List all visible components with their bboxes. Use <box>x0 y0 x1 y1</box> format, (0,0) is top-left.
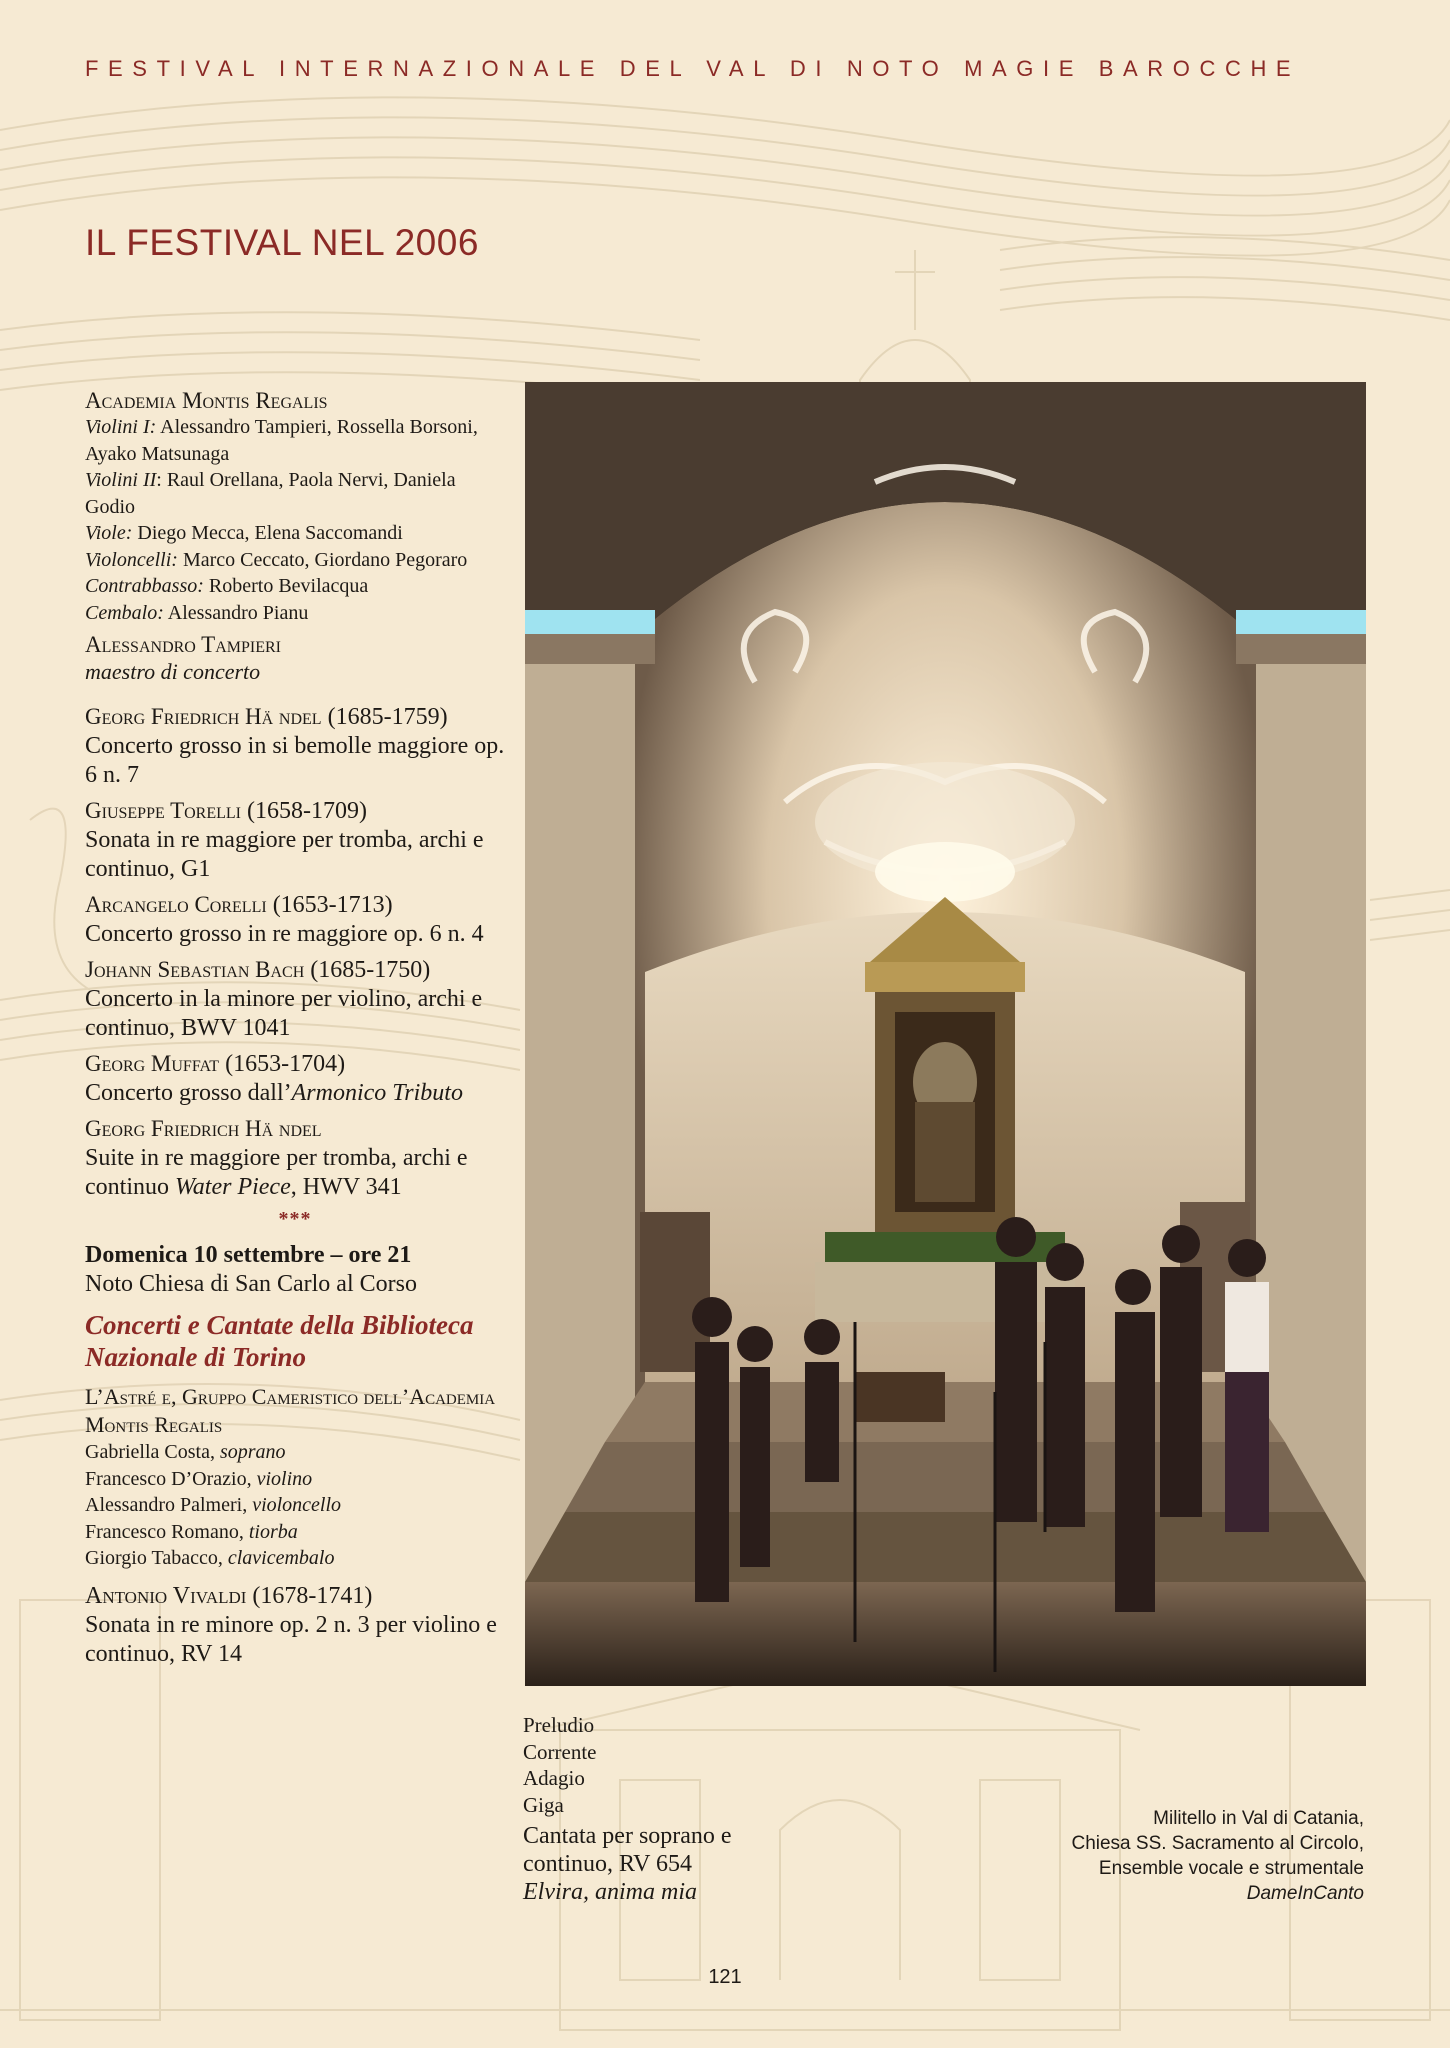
caption-line: Chiesa SS. Sacramento al Circolo, <box>1071 1833 1364 1854</box>
running-header: FESTIVAL INTERNAZIONALE DEL VAL DI NOTO MAGIE BAROCCHE <box>85 56 1301 81</box>
ensemble-name: Academia Montis Regalis <box>85 388 328 413</box>
performer: Giorgio Tabacco, clavicembalo <box>85 1547 335 1569</box>
movement: Adagio <box>523 1766 585 1790</box>
caption-line: Militello in Val di Catania, <box>1153 1808 1364 1829</box>
program-item: Arcangelo Corelli (1653-1713) Concerto grosso in re maggiore op. 6 n. 4 <box>85 892 484 947</box>
member-line: Viole: Diego Mecca, Elena Saccomandi <box>85 522 403 544</box>
program-item: Georg Friedrich Hä ndel Suite in re maggiore per tromba, archi e continuo Water Piece, HWV 341 <box>85 1116 468 1200</box>
event-date: Domenica 10 settembre – ore 21 <box>85 1242 412 1268</box>
conductor-name: Alessandro Tampieri <box>85 632 282 657</box>
member-line: Cembalo: Alessandro Pianu <box>85 601 309 624</box>
cantata-title: Cantata per soprano e continuo, RV 654 <box>523 1823 732 1877</box>
program-item: Johann Sebastian Bach (1685-1750) Concerto in la minore per violino, archi e continuo, BWV 1041 <box>85 957 483 1041</box>
caption-line: Ensemble vocale e strumentale <box>1098 1858 1364 1879</box>
member-line: Violoncelli: Marco Ceccato, Giordano Pegoraro <box>85 548 468 571</box>
performer: Gabriella Costa, soprano <box>85 1441 286 1463</box>
page-number: 121 <box>708 1966 742 1988</box>
left-column <box>85 388 505 1669</box>
performer-list <box>85 1439 505 1572</box>
event-title: Concerti e Cantate della Biblioteca Nazionale di Torino <box>85 1310 474 1372</box>
middle-column <box>523 1712 823 1906</box>
concert-photo <box>525 382 1366 1686</box>
member-line: Violini II: Raul Orellana, Paola Nervi, Daniela Godio <box>85 469 456 518</box>
program-item: Georg Friedrich Hä ndel (1685-1759) Concerto grosso in si bemolle maggiore op. 6 n. 7 <box>85 704 505 788</box>
movement: Giga <box>523 1792 564 1817</box>
event-place: Noto Chiesa di San Carlo al Corso <box>85 1271 417 1297</box>
church-interior-image <box>525 382 1366 1686</box>
performer: Francesco Romano, tiorba <box>85 1520 298 1543</box>
program-item: Georg Muffat (1653-1704) Concerto grosso dall’Armonico Tributo <box>85 1051 463 1106</box>
program-item-2: Antonio Vivaldi (1678-1741) Sonata in re minore op. 2 n. 3 per violino e continuo, RV 14 <box>85 1582 497 1667</box>
member-line: Violini I: Alessandro Tampieri, Rossella Borsoni, Ayako Matsunaga <box>85 416 478 465</box>
cantata-subtitle: Elvira, anima mia <box>523 1879 697 1905</box>
performer: Francesco D’Orazio, violino <box>85 1467 313 1490</box>
movement: Corrente <box>523 1739 597 1764</box>
photo-caption <box>1071 1806 1364 1906</box>
conductor-role: maestro di concerto <box>85 659 261 684</box>
page-title: IL FESTIVAL NEL 2006 <box>85 222 479 263</box>
section-separator: *** <box>278 1208 312 1230</box>
ensemble-members <box>85 414 505 626</box>
performer: Alessandro Palmeri, violoncello <box>85 1494 342 1516</box>
ensemble-name-2: L’Astré e, Gruppo Cameristico dell’Academia Montis Regalis <box>85 1384 496 1437</box>
movement: Preludio <box>523 1713 595 1737</box>
program-item: Giuseppe Torelli (1658-1709) Sonata in re maggiore per tromba, archi e continuo, G1 <box>85 798 484 882</box>
caption-line: DameInCanto <box>1246 1883 1364 1904</box>
program-list <box>85 702 505 1202</box>
member-line: Contrabbasso: Roberto Bevilacqua <box>85 575 369 597</box>
